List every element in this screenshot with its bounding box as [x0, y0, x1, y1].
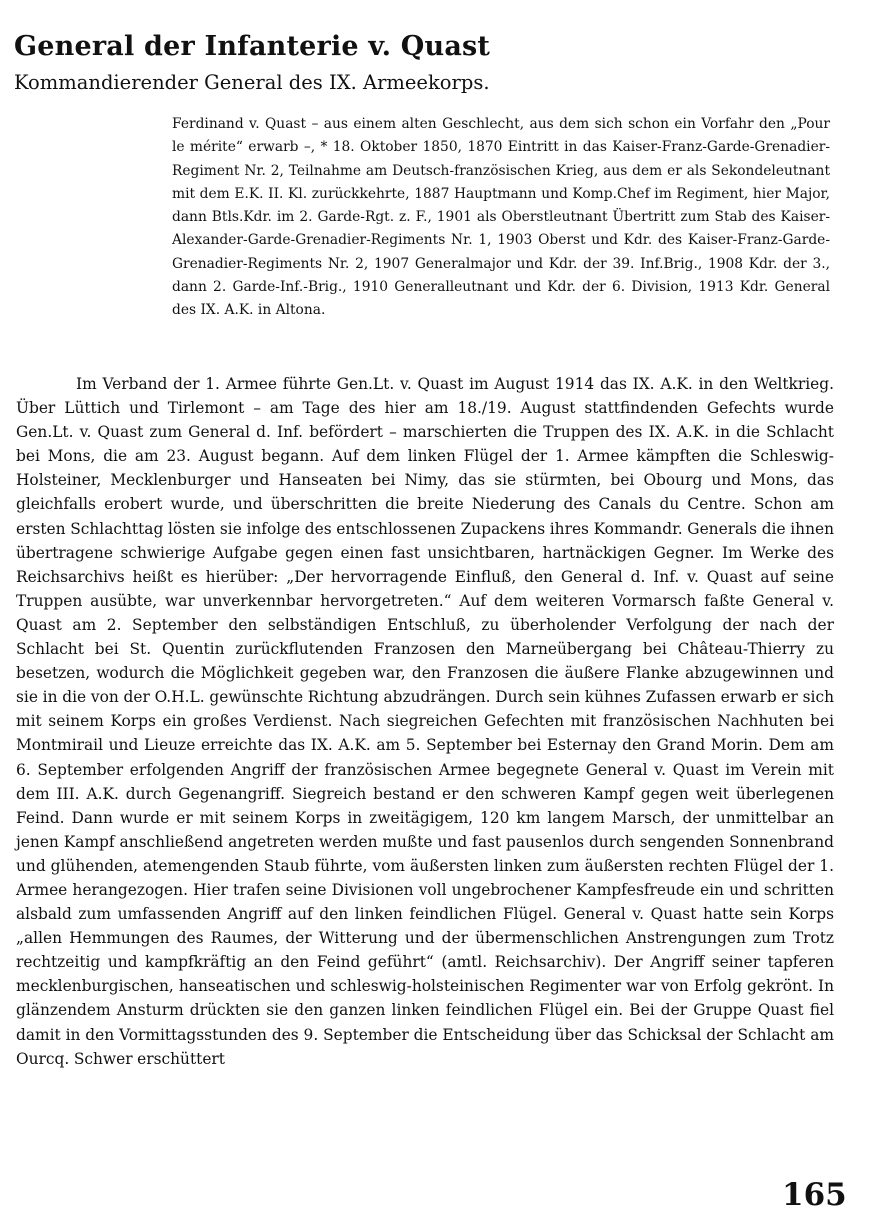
biography-paragraph: Ferdinand v. Quast – aus einem alten Geschlecht, aus dem sich schon ein Vorfahr den „Pour le mérite“ erwarb –, * 18. Oktober 1850, 1870 Eintritt in das Kaiser-Franz-Garde-Grenadier-Regiment Nr. 2, Teilnahme am Deutsch-französischen Krieg, aus dem er als Sekondeleutnant mit dem E.K. II. Kl. zurückkehrte, 1887 Hauptmann und Komp.Chef im Regiment, hier Major, dann Btls.Kdr. im 2. Garde-Rgt. z. F., 1901 als Oberstleutnant Übertritt zum Stab des Kaiser-Alexander-Garde-Grenadier-Regiments Nr. 1, 1903 Oberst und Kdr. des Kaiser-Franz-Garde-Grenadier-Regiments Nr. 2, 1907 Generalmajor und Kdr. der 39. Inf.Brig., 1908 Kdr. der 3., dann 2. Garde-Inf.-Brig., 1910 Generalleutnant und Kdr. der 6. Division, 1913 Kdr. General des IX. A.K. in Altona. — [172, 116, 830, 319]
page-number: 165 — [782, 1177, 847, 1213]
main-text-paragraph: Im Verband der 1. Armee führte Gen.Lt. v. Quast im August 1914 das IX. A.K. in den Weltkrieg. Über Lüttich und Tirlemont – am Tage des hier am 18./19. August stattfindenden Gefechts wurde Gen.Lt. v. Quast zum General d. Inf. befördert – marschierten die Truppen des IX. A.K. in die Schlacht bei Mons, die am 23. August begann. Auf dem linken Flügel der 1. Armee kämpften die Schleswig-Holsteiner, Mecklenburger und Hanseaten bei Nimy, das sie stürmten, bei Obourg und Mons, das gleichfalls erobert wurde, und überschritten die breite Niederung des Canals du Centre. Schon am ersten Schlachttag lösten sie infolge des entschlossenen Zupackens ihres Kommandr. Generals die ihnen übertragene schwierige Aufgabe gegen einen fast unsichtbaren, hartnäckigen Gegner. Im Werke des Reichsarchivs heißt es hierüber: „Der hervorragende Einfluß, den General d. Inf. v. Quast auf seine Truppen ausübte, war unverkennbar hervorgetreten.“ Auf dem weiteren Vormarsch faßte General v. Quast am 2. September den selbständigen Entschluß, zu überholender Verfolgung der nach der Schlacht bei St. Quentin zurückflutenden Franzosen den Marneübergang bei Château-Thierry zu besetzen, wodurch die Möglichkeit gegeben war, den Franzosen die äußere Flanke abzugewinnen und sie in die von der O.H.L. gewünschte Richtung abzudrängen. Durch sein kühnes Zufassen erwarb er sich mit seinem Korps ein großes Verdienst. Nach siegreichen Gefechten mit französischen Nachhuten bei Montmirail und Lieuze erreichte das IX. A.K. am 5. September bei Esternay den Grand Morin. Dem am 6. September erfolgenden Angriff der französischen Armee begegnete General v. Quast im Verein mit dem III. A.K. durch Gegenangriff. Siegreich bestand er den schweren Kampf gegen weit überlegenen Feind. Dann wurde er mit seinem Korps in zweitägigem, 120 km langem Marsch, der unmittelbar an jenen Kampf anschließend angetreten werden mußte und fast pausenlos durch sengenden Sonnenbrand und glühenden, atemengenden Staub führte, vom äußersten linken zum äußersten rechten Flügel der 1. Armee herangezogen. Hier trafen seine Divisionen voll ungebrochener Kampfesfreude ein und schritten alsbald zum umfassenden Angriff auf den linken feindlichen Flügel. General v. Quast hatte sein Korps „allen Hemmungen des Raumes, der Witterung und der übermenschlichen Anstrengungen zum Trotz rechtzeitig und kampfkräftig an den Feind geführt“ (amtl. Reichsarchiv). Der Angriff seiner tapferen mecklenburgischen, hanseatischen und schleswig-holsteinischen Regimenter war von Erfolg gekrönt. In glänzendem Ansturm drückten sie den ganzen linken feindlichen Flügel ein. Bei der Gruppe Quast fiel damit in den Vormittagsstunden des 9. September die Entscheidung über das Schicksal der Schlacht am Ourcq. Schwer erschüttert — [16, 375, 834, 1068]
page-subtitle: Kommandierender General des IX. Armeekorps. — [14, 71, 490, 94]
page-title: General der Infanterie v. Quast — [14, 31, 491, 62]
